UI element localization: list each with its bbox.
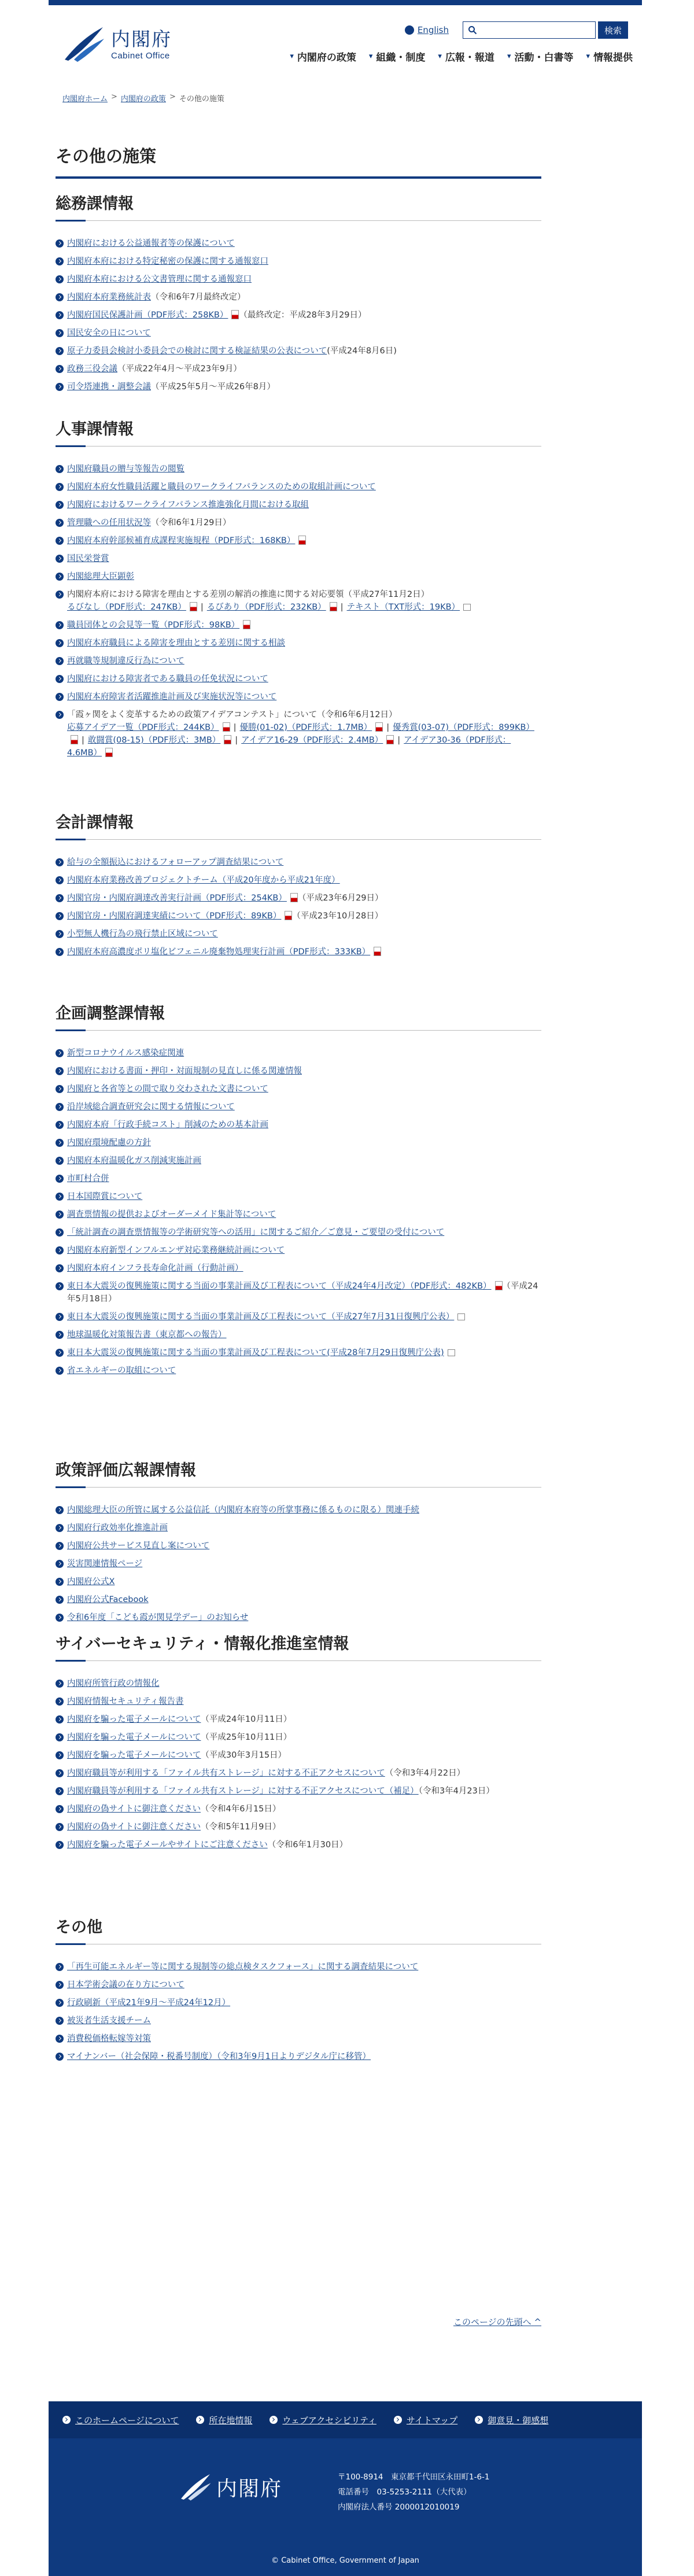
list-link[interactable]: 内閣府環境配慮の方針	[67, 1138, 151, 1147]
list-item	[56, 570, 541, 583]
list-link[interactable]: 「統計調査の調査票情報等の学術研究等への活用」に関するご紹介／ご意見・ご要望の受付について	[67, 1228, 445, 1237]
section	[56, 1457, 541, 1629]
list-link[interactable]: 災害関連情報ページ	[67, 1559, 143, 1569]
list-item	[56, 874, 541, 887]
list-item	[56, 1749, 541, 1762]
list-link[interactable]: 内閣府本府新型インフルエンザ対応業務継続計画について	[67, 1246, 285, 1255]
list-link[interactable]: 内閣府公式Facebook	[67, 1595, 149, 1604]
list-item	[56, 946, 541, 958]
link-list	[56, 856, 541, 958]
list-link[interactable]: 内閣府における障害者である職員の任免状況について	[67, 674, 268, 684]
list-link[interactable]: 日本学術会議の在り方について	[67, 1980, 184, 1990]
list-link[interactable]: 内閣府本府職員による障害を理由とする差別に関する相談	[67, 639, 285, 648]
gnav-item[interactable]	[586, 49, 633, 64]
footer-nav-label[interactable]: 御意見・御感想	[488, 2415, 549, 2426]
list-link[interactable]: 内閣府を騙った電子メールやサイトにご注意ください	[67, 1840, 268, 1850]
chevron-down-icon: ▾	[507, 52, 511, 61]
footer-nav-item[interactable]	[62, 2414, 179, 2426]
list-note: （平成25年5月〜平成26年8月）	[151, 382, 275, 392]
section	[56, 1001, 541, 1382]
pdf-icon	[243, 620, 250, 629]
list-item	[56, 2014, 541, 2027]
list-item	[56, 619, 541, 632]
list-link[interactable]: 内閣総理大臣顕彰	[67, 572, 134, 581]
list-note: （平成24年10月11日）	[201, 1715, 292, 1724]
separator: |	[340, 603, 344, 612]
list-link[interactable]: 内閣総理大臣の所管に属する公益信託（内閣府本府等の所掌事務に係るものに限る）関連手続	[67, 1505, 419, 1515]
list-link[interactable]: 内閣府を騙った電子メールについて	[67, 1715, 201, 1724]
list-item	[56, 691, 541, 703]
list-item	[56, 1047, 541, 1060]
separator: |	[82, 736, 84, 745]
site-logo[interactable]	[62, 25, 172, 63]
list-item	[56, 1311, 541, 1323]
list-item	[56, 552, 541, 565]
page-top-label[interactable]: このページの先頭へ	[453, 2317, 531, 2327]
list-link[interactable]: 内閣府におけるワークライフバランス推進強化月間における取組	[67, 500, 309, 510]
list-link[interactable]: 政務三役会議	[67, 364, 117, 374]
chevron-down-icon: ▾	[586, 52, 590, 61]
section	[56, 810, 541, 964]
list-link[interactable]: 東日本大震災の復興施策に関する当面の事業計画及び工程表について(平成28年7月29日復興庁公表)	[67, 1348, 444, 1357]
list-link[interactable]: 司令塔連携・調整会議	[67, 382, 151, 392]
list-note: （最終改定：平成28年3月29日）	[239, 311, 367, 320]
list-item	[56, 499, 541, 511]
list-item	[56, 1208, 541, 1221]
search-icon	[468, 25, 477, 35]
list-link[interactable]: 内閣府本府における公文書管理に関する通報窓口	[67, 275, 252, 284]
pdf-icon	[330, 602, 337, 611]
list-item	[56, 291, 541, 304]
page-title: その他の施策	[56, 143, 541, 179]
list-link[interactable]: るびあり（PDF形式：232KB）	[206, 603, 326, 612]
list-note: （令和6年1月29日）	[151, 518, 231, 527]
list-link[interactable]: 省エネルギーの取組について	[67, 1366, 176, 1375]
list-link[interactable]: テキスト（TXT形式：19KB）	[346, 603, 460, 612]
main-content	[56, 143, 541, 179]
chevron-right-icon	[394, 2416, 402, 2424]
list-link[interactable]: 内閣府の偽サイトに御注意ください	[67, 1804, 201, 1814]
section	[56, 416, 541, 765]
list-link[interactable]: アイデア16-29（PDF形式：2.4MB）	[241, 736, 383, 745]
page-top-link[interactable]	[56, 2316, 541, 2328]
list-item	[56, 1136, 541, 1149]
list-link[interactable]: 市町村合併	[67, 1174, 109, 1183]
list-item	[56, 708, 541, 759]
list-item	[56, 1328, 541, 1341]
separator: |	[233, 723, 237, 732]
list-note: （令和5年11月9日）	[200, 1822, 281, 1832]
list-link[interactable]: 国民安全の日について	[67, 329, 151, 338]
list-item	[56, 1821, 541, 1833]
list-item	[56, 892, 541, 905]
list-link[interactable]: 管理職への任用状況等	[67, 518, 151, 527]
gnav-label[interactable]: 情報提供	[593, 52, 633, 64]
list-link[interactable]: 内閣府国民保護計画（PDF形式：258KB）	[67, 311, 228, 320]
list-link[interactable]: 職員団体との会見等一覧（PDF形式：98KB）	[67, 621, 240, 630]
breadcrumb	[62, 93, 224, 104]
list-item	[56, 1731, 541, 1744]
logo-english: Cabinet Office	[111, 50, 170, 61]
list-item	[56, 1593, 541, 1606]
list-link[interactable]: 内閣府本府温暖化ガス削減実施計画	[67, 1156, 201, 1165]
footer-nav-label[interactable]: サイトマップ	[406, 2415, 458, 2426]
list-item	[56, 1522, 541, 1534]
address-line: 〒100-8914 東京都千代田区永田町1-6-1	[338, 2472, 490, 2482]
list-note: （令和6年7月最終改定）	[151, 293, 246, 302]
footer-nav-item[interactable]	[196, 2414, 252, 2426]
list-note: （令和3年4月22日）	[385, 1769, 466, 1778]
list-note: （令和4年6月15日）	[200, 1804, 281, 1814]
globe-icon	[405, 25, 414, 35]
list-item	[56, 1083, 541, 1095]
list-item	[56, 588, 541, 614]
list-link[interactable]: 敢闘賞(08-15)（PDF形式：3MB）	[87, 736, 221, 745]
list-note: （令和3年4月23日）	[418, 1787, 494, 1796]
footer-nav-label[interactable]: 所在地情報	[209, 2415, 253, 2426]
list-link[interactable]: 行政刷新（平成21年9月〜平成24年12月）	[67, 1998, 231, 2007]
list-item	[56, 1172, 541, 1185]
pdf-icon	[190, 602, 197, 611]
list-link[interactable]: 原子力委員会検討小委員会での検討に関する検証結果の公表について	[67, 346, 327, 356]
list-note: （平成23年6月29日）	[297, 894, 383, 903]
list-link[interactable]: 内閣府本府業務改善プロジェクトチーム（平成20年度から平成21年度）	[67, 876, 340, 885]
list-item	[56, 481, 541, 493]
list-item	[56, 1839, 541, 1851]
footer-nav-item[interactable]	[394, 2414, 457, 2426]
list-item	[56, 381, 541, 393]
section-title: サイバーセキュリティ・情報化推進室情報	[56, 1631, 541, 1661]
list-link[interactable]: 内閣府本府女性職員活躍と職員のワークライフバランスのための取組計画について	[67, 482, 376, 492]
breadcrumb-item[interactable]: 内閣府ホーム	[62, 95, 108, 104]
list-item	[56, 1979, 541, 1991]
list-note: 内閣府本府における障害を理由とする差別の解消の推進に関する対応要領（平成27年11月2日）	[67, 590, 430, 599]
list-item	[56, 237, 541, 250]
list-item	[56, 463, 541, 475]
list-link[interactable]: 被災者生活支援チーム	[67, 2016, 151, 2025]
gnav-label[interactable]: 組織・制度	[376, 52, 426, 64]
footer-logo-text: 内閣府	[216, 2477, 283, 2501]
pdf-icon	[231, 310, 239, 319]
footer-nav-item[interactable]	[270, 2414, 376, 2426]
gnav-item[interactable]	[290, 49, 356, 64]
section-title: 人事課情報	[56, 416, 541, 446]
list-link[interactable]: 内閣府本府障害者活躍推進計画及び実施状況等について	[67, 692, 277, 702]
link-list	[56, 1504, 541, 1624]
list-link[interactable]: 内閣府本府における特定秘密の保護に関する通報窓口	[67, 257, 268, 266]
search-input[interactable]	[481, 23, 590, 38]
list-item	[56, 1154, 541, 1167]
link-list	[56, 237, 541, 393]
logo-japanese: 内閣府	[111, 27, 172, 50]
list-link[interactable]: 内閣府と各省等との間で取り交わされた文書について	[67, 1084, 268, 1094]
list-link[interactable]: 応募アイデア一覧（PDF形式：244KB）	[67, 723, 219, 732]
search-field[interactable]	[463, 21, 596, 39]
list-link[interactable]: 消費税価格転嫁等対策	[67, 2034, 151, 2043]
list-item	[56, 1611, 541, 1624]
list-link[interactable]: 地球温暖化対策報告書（東京都への報告）	[67, 1330, 227, 1339]
gnav-label[interactable]: 内閣府の政策	[297, 52, 356, 64]
list-item	[56, 1961, 541, 1973]
footer-nav-item[interactable]	[475, 2414, 548, 2426]
gnav-item[interactable]	[507, 49, 574, 64]
list-item	[56, 1244, 541, 1257]
list-note: （平成22年4月〜平成23年9月）	[117, 364, 242, 374]
list-item	[56, 655, 541, 667]
list-link[interactable]: 内閣府職員の贈与等報告の閲覧	[67, 464, 184, 474]
list-item	[56, 1695, 541, 1708]
list-note: （平成30年3月15日）	[201, 1751, 287, 1760]
list-item	[56, 1540, 541, 1552]
english-link-label[interactable]: English	[417, 25, 449, 35]
gnav-item[interactable]	[438, 49, 494, 64]
chevron-down-icon: ▾	[368, 52, 373, 61]
copyright: © Cabinet Office, Government of Japan	[271, 2556, 419, 2565]
list-item	[56, 1767, 541, 1780]
link-list	[56, 1961, 541, 2063]
link-list	[56, 1047, 541, 1377]
pdf-icon	[495, 1281, 503, 1290]
list-item	[56, 928, 541, 940]
pdf-icon	[290, 893, 298, 902]
chevron-down-icon: ▾	[290, 52, 294, 61]
corporate-number: 内閣府法人番号 2000012010019	[338, 2503, 460, 2512]
chevron-right-icon	[196, 2416, 204, 2424]
list-item	[56, 1346, 541, 1359]
list-link[interactable]: 内閣官房・内閣府調達改善実行計画（PDF形式：254KB）	[67, 894, 287, 903]
list-link[interactable]: アイデア30-36（PDF形式：4.6MB）	[67, 736, 511, 758]
gnav-item[interactable]	[369, 49, 426, 64]
list-item	[56, 1504, 541, 1516]
search-button[interactable]: 検索	[598, 21, 628, 39]
list-item	[56, 1065, 541, 1077]
list-link[interactable]: 再就職等規制違反行為について	[67, 656, 184, 666]
site-header	[49, 5, 642, 70]
list-link[interactable]: 日本国際賞について	[67, 1192, 143, 1201]
list-link[interactable]: 内閣府職員等が利用する「ファイル共有ストレージ」に対する不正アクセスについて（補足）	[67, 1787, 419, 1796]
external-link-icon	[457, 1313, 465, 1320]
external-link-icon	[463, 604, 471, 611]
pdf-icon	[71, 735, 78, 744]
pdf-icon	[223, 722, 230, 732]
list-link[interactable]: 内閣官房・内閣府調達実績について（PDF形式：89KB）	[67, 911, 282, 921]
list-link[interactable]: 新型コロナウイルス感染症関連	[67, 1049, 184, 1058]
arrow-up-icon: ^	[534, 2317, 541, 2327]
list-link[interactable]: 優秀賞(03-07)（PDF形式：899KB）	[393, 723, 534, 732]
list-link[interactable]: 内閣府を騙った電子メールについて	[67, 1751, 201, 1760]
section-title: 総務課情報	[56, 191, 541, 221]
list-item	[56, 1575, 541, 1588]
list-item	[56, 1262, 541, 1275]
section	[56, 1631, 541, 1857]
link-list	[56, 1677, 541, 1851]
list-note: （平成23年10月28日）	[292, 911, 383, 921]
list-note: (平成24年8月6日)	[327, 346, 397, 356]
list-item	[56, 363, 541, 375]
list-link[interactable]: 優勝(01-02)（PDF形式：1.7MB）	[239, 723, 372, 732]
list-link[interactable]: 内閣府本府インフラ長寿命化計画（行動計画）	[67, 1264, 243, 1273]
gnav-label[interactable]: 活動・白書等	[514, 52, 574, 64]
chevron-right-icon	[270, 2416, 278, 2424]
list-item	[56, 1190, 541, 1203]
list-link[interactable]: 内閣府公式X	[67, 1577, 115, 1586]
list-item	[56, 2032, 541, 2045]
list-link[interactable]: 内閣府職員等が利用する「ファイル共有ストレージ」に対する不正アクセスについて	[67, 1769, 385, 1778]
section	[56, 1914, 541, 2068]
list-item	[56, 2050, 541, 2063]
cabinet-office-logo-icon	[62, 25, 105, 63]
list-link[interactable]: 東日本大震災の復興施策に関する当面の事業計画及び工程表について（平成27年7月31日復興庁公表）	[67, 1312, 455, 1322]
pdf-icon	[386, 735, 394, 744]
separator: |	[235, 736, 238, 745]
list-item	[56, 1677, 541, 1690]
footer-nav-label[interactable]: このホームページについて	[75, 2415, 179, 2426]
list-item	[56, 327, 541, 339]
section	[56, 191, 541, 398]
list-link[interactable]: 調査票情報の提供およびオーダーメイド集計等について	[67, 1210, 276, 1219]
list-note: （平成24年5月18日）	[67, 1282, 538, 1304]
global-nav	[277, 49, 633, 64]
list-link[interactable]: 内閣府を騙った電子メールについて	[67, 1733, 201, 1742]
list-link[interactable]: 給与の全額振込におけるフォローアップ調査結果について	[67, 858, 284, 867]
list-link[interactable]: 内閣府本府幹部候補育成課程実施規程（PDF形式：168KB）	[67, 536, 296, 545]
list-link[interactable]: 内閣府情報セキュリティ報告書	[67, 1697, 184, 1706]
list-note: 「霞ヶ関をよく変革するための政策アイデアコンテスト」について（令和6年6月12日）	[67, 710, 397, 719]
section-title: 企画調整課情報	[56, 1001, 541, 1031]
breadcrumb-separator: >	[111, 93, 117, 101]
chevron-right-icon	[62, 2416, 71, 2424]
list-link[interactable]: 内閣府の偽サイトに御注意ください	[67, 1822, 201, 1832]
list-item	[56, 1803, 541, 1815]
section-title: 政策評価広報課情報	[56, 1457, 541, 1488]
gnav-label[interactable]: 広報・報道	[445, 52, 494, 64]
list-link[interactable]: 内閣府本府「行政手続コスト」削減のための基本計画	[67, 1120, 268, 1130]
list-link[interactable]: 内閣府公共サービス見直し案について	[67, 1541, 210, 1551]
list-item	[56, 534, 541, 547]
list-link[interactable]: 小型無人機行為の飛行禁止区域について	[67, 929, 218, 939]
list-link[interactable]: 東日本大震災の復興施策に関する当面の事業計画及び工程表について（平成24年4月改定）（PDF形式：482KB）	[67, 1282, 492, 1291]
list-link[interactable]: 内閣府所管行政の情報化	[67, 1679, 160, 1688]
list-item	[56, 309, 541, 322]
list-link[interactable]: 内閣府における書面・押印・対面規制の見直しに係る関連情報	[67, 1066, 302, 1076]
separator: |	[397, 736, 401, 745]
pdf-icon	[374, 947, 381, 956]
list-item	[56, 1785, 541, 1798]
link-list	[56, 463, 541, 759]
pdf-icon	[224, 735, 231, 744]
pdf-icon	[298, 536, 306, 545]
top-bar	[49, 0, 642, 5]
list-item	[56, 273, 541, 286]
chevron-right-icon	[475, 2416, 483, 2424]
phone-line: 電話番号 03-5253-2111（大代表）	[338, 2488, 471, 2497]
pdf-icon	[375, 722, 383, 732]
list-link[interactable]: 内閣府本府高濃度ポリ塩化ビフェニル廃棄物処理実行計画（PDF形式：333KB）	[67, 947, 371, 957]
list-item	[56, 910, 541, 922]
external-link-icon	[448, 1349, 455, 1356]
list-link[interactable]: 内閣府における公益通報者等の保護について	[67, 239, 235, 248]
separator: |	[386, 723, 390, 732]
list-item	[56, 1558, 541, 1570]
list-item	[56, 1364, 541, 1377]
list-item	[56, 345, 541, 357]
list-item	[56, 856, 541, 869]
list-item	[56, 637, 541, 649]
list-note: （令和6年1月30日）	[267, 1840, 348, 1850]
list-item	[56, 516, 541, 529]
list-item	[56, 1226, 541, 1239]
search-form	[463, 21, 628, 39]
list-link[interactable]: 「再生可能エネルギー等に関する規制等の総点検タスクフォース」に関する調査結果について	[67, 1962, 419, 1972]
separator: |	[200, 603, 204, 612]
list-link[interactable]: 内閣府行政効率化推進計画	[67, 1523, 168, 1533]
section-title: その他	[56, 1914, 541, 1944]
breadcrumb-item[interactable]: 内閣府の政策	[120, 95, 166, 104]
list-item	[56, 673, 541, 685]
pdf-icon	[105, 748, 113, 757]
section-title: 会計課情報	[56, 810, 541, 840]
footer-nav-label[interactable]: ウェブアクセシビリティ	[282, 2415, 376, 2426]
list-item	[56, 1996, 541, 2009]
english-link[interactable]	[405, 25, 449, 35]
list-item	[56, 255, 541, 268]
list-link[interactable]: 内閣府本府業務統計表	[67, 293, 151, 302]
list-item	[56, 1101, 541, 1113]
list-link[interactable]: 沿岸域総合調査研究会に関する情報について	[67, 1102, 235, 1112]
list-item	[56, 1280, 541, 1305]
list-link[interactable]: マイナンバー（社会保障・税番号制度）（令和3年9月1日よりデジタル庁に移管）	[67, 2052, 371, 2061]
breadcrumb-separator: >	[169, 93, 176, 101]
list-link[interactable]: 国民栄誉賞	[67, 554, 109, 563]
chevron-down-icon: ▾	[438, 52, 442, 61]
list-item	[56, 1119, 541, 1131]
list-link[interactable]: るびなし（PDF形式：247KB）	[67, 603, 186, 612]
pdf-icon	[285, 911, 292, 920]
list-link[interactable]: 令和6年度「こども霞が関見学デー」のお知らせ	[67, 1613, 249, 1622]
breadcrumb-item: その他の施策	[179, 95, 224, 104]
list-note: （平成25年10月11日）	[201, 1733, 292, 1742]
list-item	[56, 1713, 541, 1726]
